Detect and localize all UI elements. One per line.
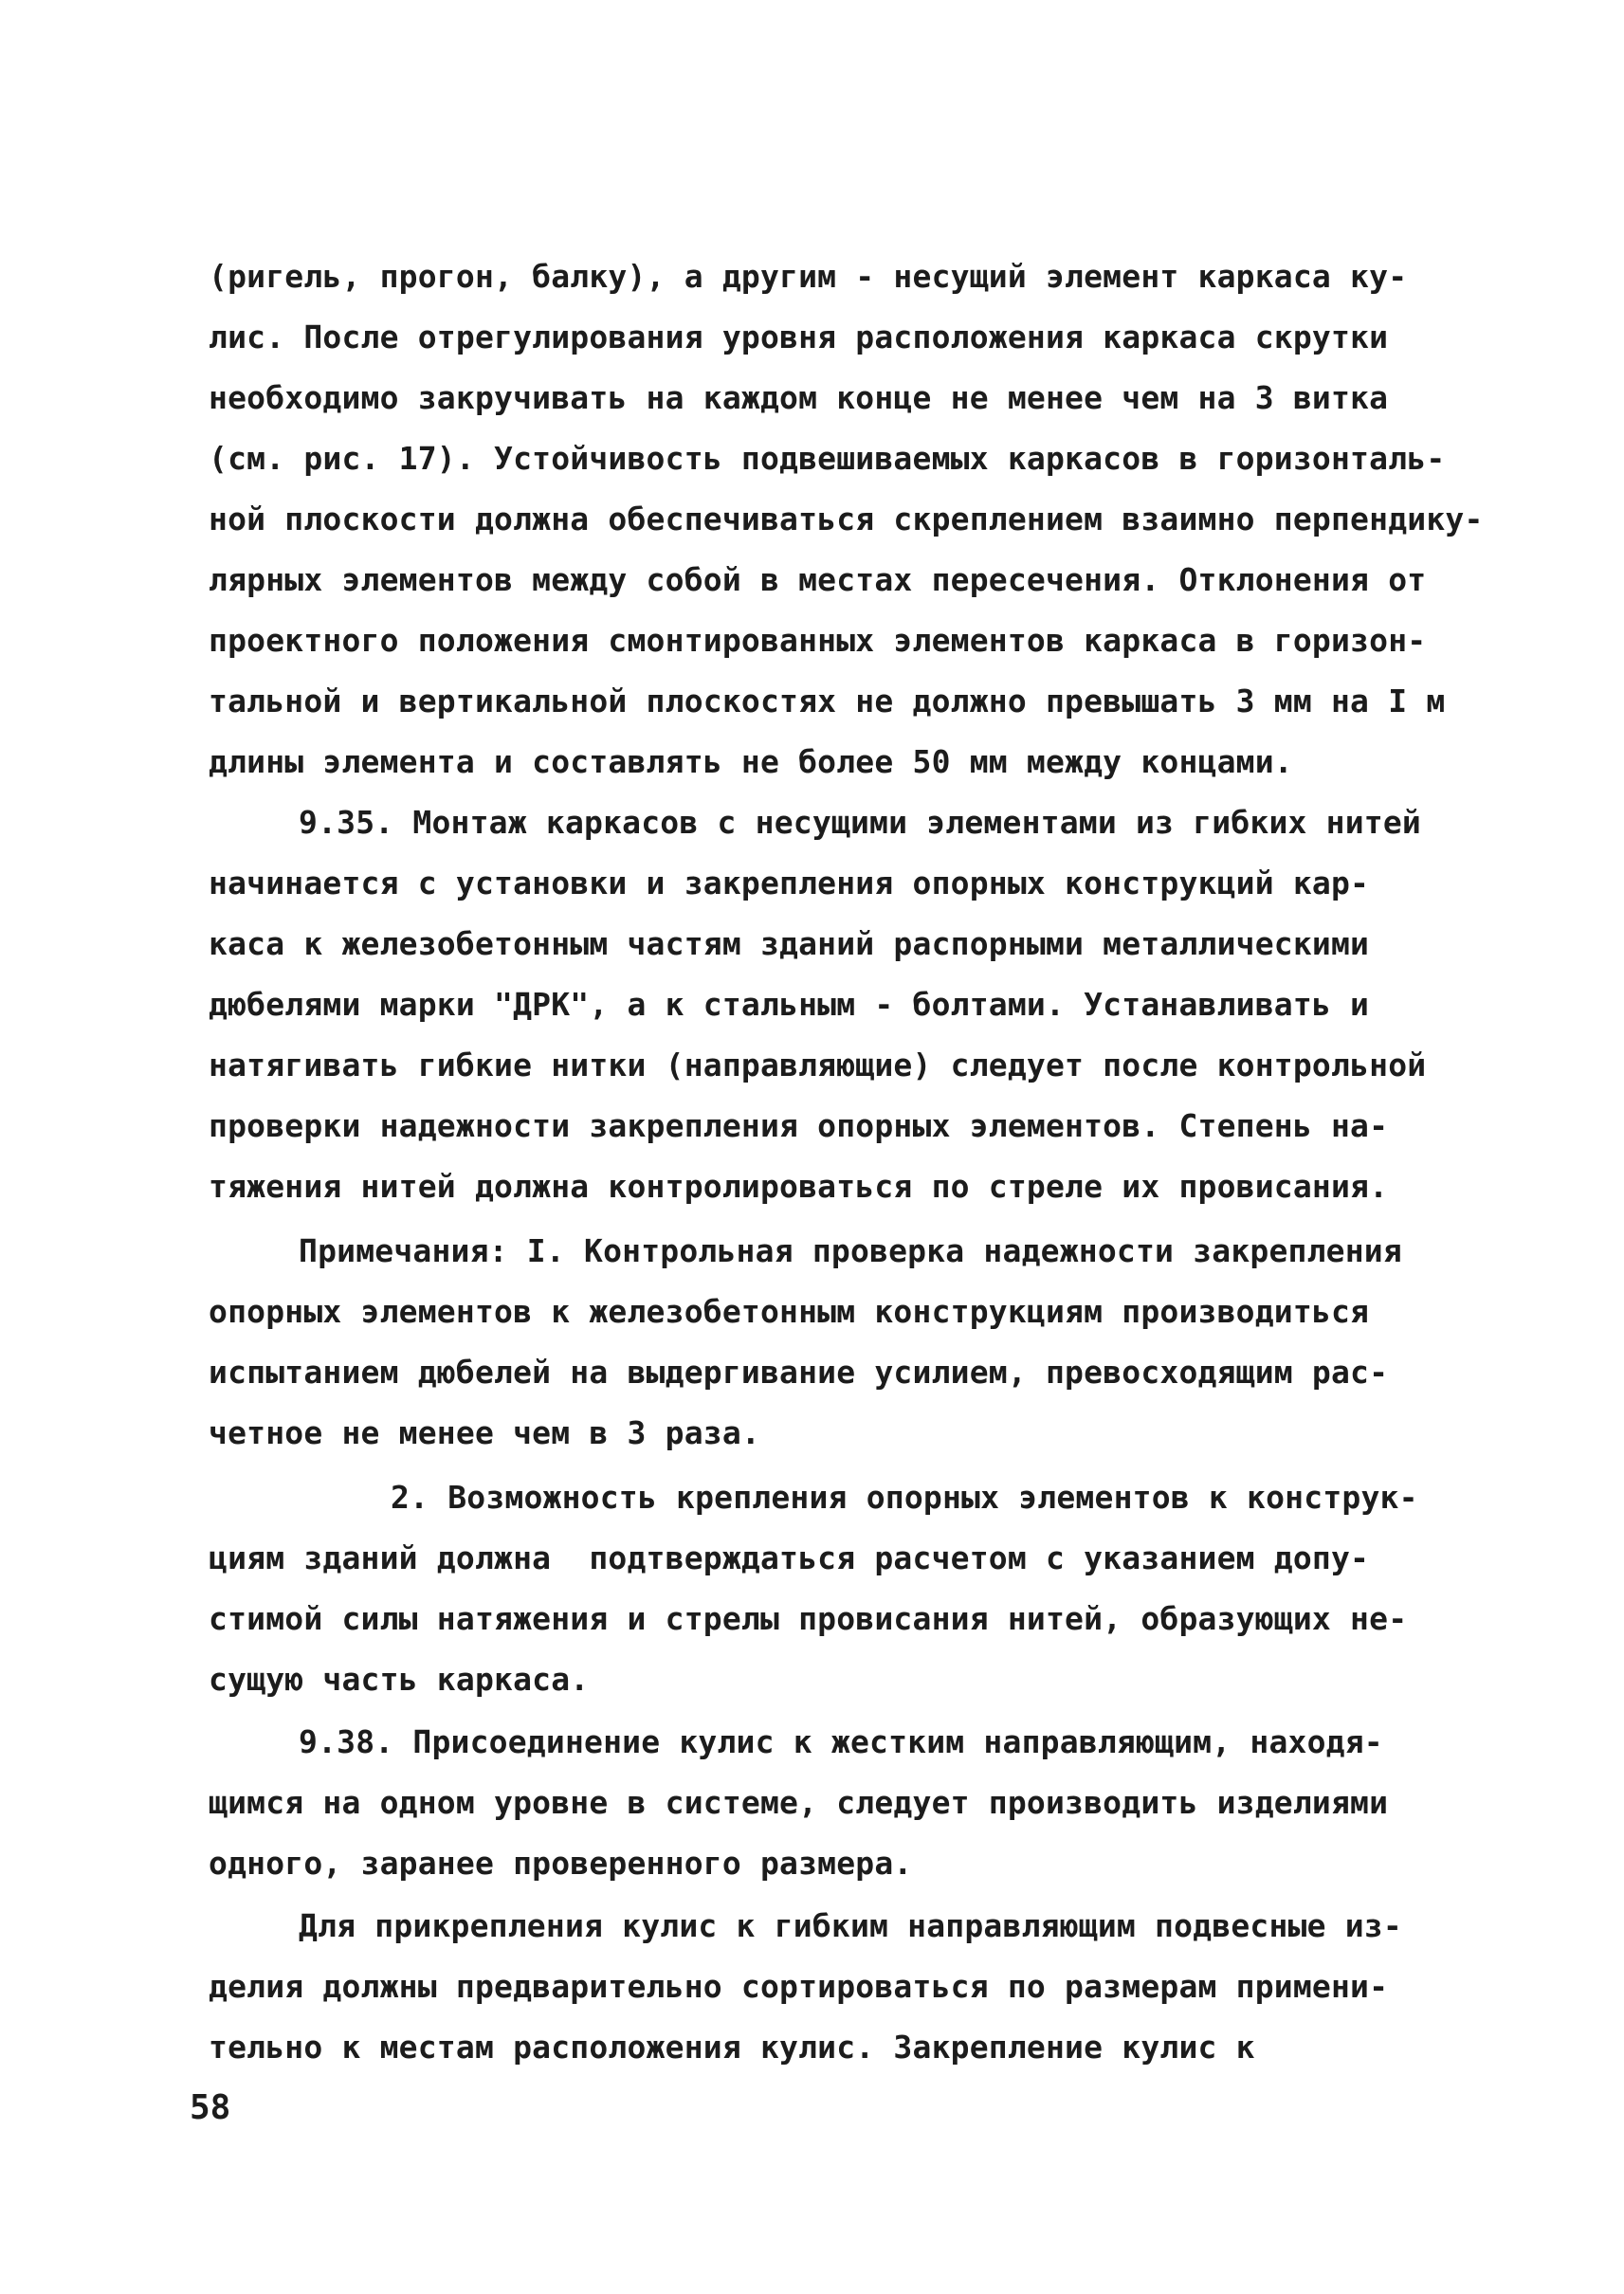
- text-line: необходимо закручивать на каждом конце не менее чем на 3 витка: [209, 379, 1389, 416]
- text-line: (ригель, прогон, балку), а другим - несущий элемент каркаса ку-: [209, 258, 1408, 295]
- text-line: тяжения нитей должна контролироваться по стреле их провисания.: [209, 1168, 1389, 1205]
- text-line: ной плоскости должна обеспечиваться скреплением взаимно перпендику-: [209, 501, 1484, 537]
- text-line: одного, заранее проверенного размера.: [209, 1845, 913, 1882]
- text-line: проверки надежности закрепления опорных элементов. Степень на-: [209, 1107, 1389, 1144]
- note-line: четное не менее чем в 3 раза.: [209, 1414, 760, 1451]
- text-line: длины элемента и составлять не более 50 мм между концами.: [209, 743, 1293, 780]
- page-number: 58: [190, 2088, 231, 2127]
- text-line: (см. рис. 17). Устойчивость подвешиваемых каркасов в горизонталь-: [209, 440, 1446, 477]
- note-line: испытанием дюбелей на выдергивание усилием, превосходящим рас-: [209, 1354, 1389, 1391]
- text-line: 9.35. Монтаж каркасов с несущими элементами из гибких нитей: [299, 804, 1421, 841]
- text-line: проектного положения смонтированных элементов каркаса в горизон-: [209, 622, 1427, 659]
- text-line: лярных элементов между собой в местах пересечения. Отклонения от: [209, 561, 1427, 598]
- text-line: каса к железобетонным частям зданий распорными металлическими: [209, 925, 1370, 962]
- text-line: 9.38. Присоединение кулис к жестким направляющим, находя-: [299, 1723, 1383, 1760]
- text-line: Для прикрепления кулис к гибким направляющим подвесные из-: [299, 1907, 1402, 1944]
- note-line: 2. Возможность крепления опорных элементов к конструк-: [391, 1479, 1418, 1516]
- text-line: делия должны предварительно сортироваться по размерам примени-: [209, 1968, 1389, 2005]
- text-line: щимся на одном уровне в системе, следует производить изделиями: [209, 1784, 1389, 1821]
- text-line: натягивать гибкие нитки (направляющие) следует после контрольной: [209, 1047, 1427, 1083]
- note-line: циям зданий должна подтверждаться расчетом с указанием допу-: [209, 1539, 1370, 1576]
- text-line: тельно к местам расположения кулис. Закрепление кулис к: [209, 2029, 1255, 2066]
- note-line: опорных элементов к железобетонным конструкциям производиться: [209, 1293, 1370, 1330]
- note-line: стимой силы натяжения и стрелы провисания нитей, образующих не-: [209, 1600, 1408, 1637]
- text-line: тальной и вертикальной плоскостях не должно превышать 3 мм на I м: [209, 683, 1446, 719]
- text-line: начинается с установки и закрепления опорных конструкций кар-: [209, 865, 1370, 901]
- text-line: дюбелями марки "ДРК", а к стальным - болтами. Устанавливать и: [209, 986, 1370, 1023]
- note-line: сущую часть каркаса.: [209, 1661, 590, 1698]
- text-line: лис. После отрегулирования уровня расположения каркаса скрутки: [209, 319, 1389, 355]
- note-line: Примечания: I. Контрольная проверка надежности закрепления: [299, 1232, 1402, 1269]
